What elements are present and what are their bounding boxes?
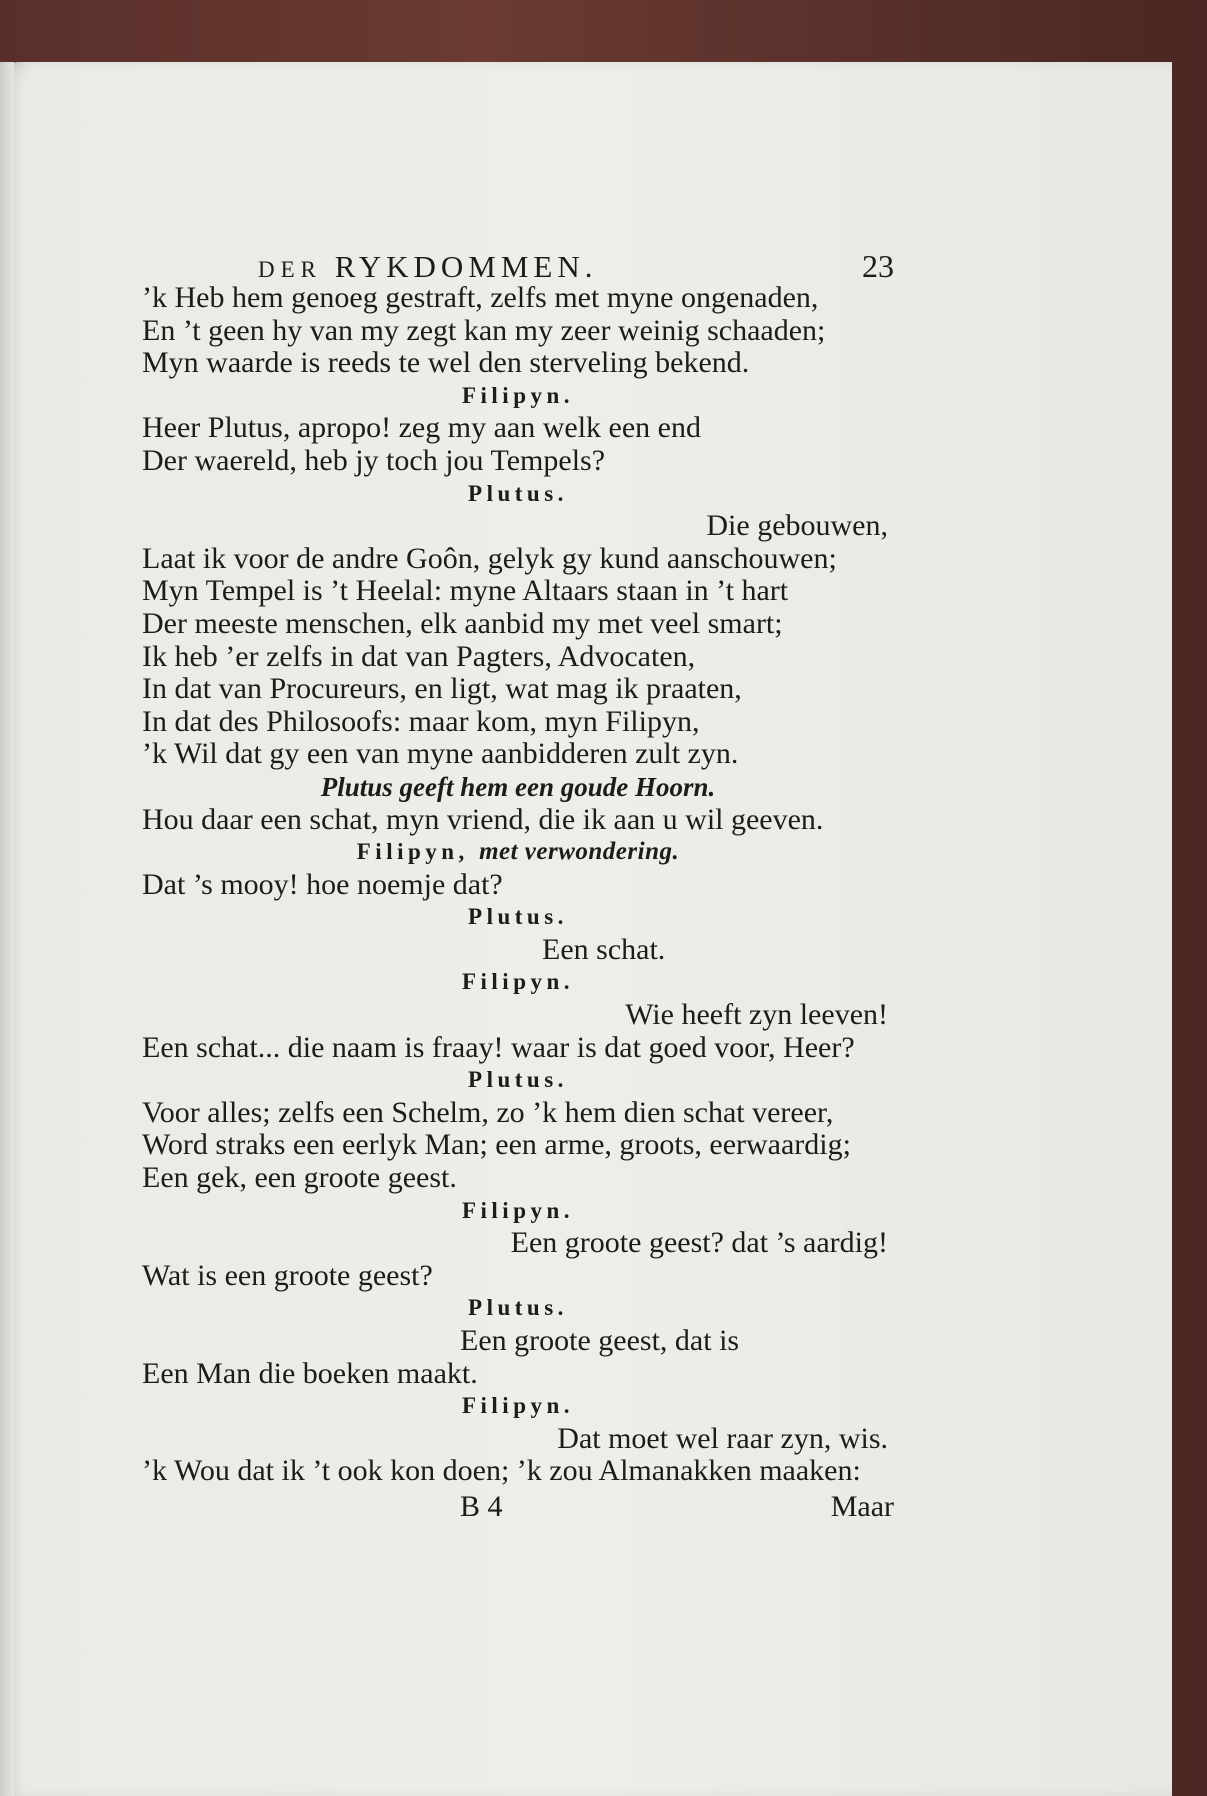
verse-line: En ’t geen hy van my zegt kan my zeer weinig schaaden; xyxy=(142,313,826,347)
verse-line: Wie heeft zyn leeven! xyxy=(625,998,888,1032)
verse-line: In dat des Philosoofs: maar kom, myn Filipyn, xyxy=(142,704,700,738)
verse-line: Een schat. xyxy=(542,932,666,966)
speaker-name: Filipyn. xyxy=(461,969,575,995)
verse-line: Dat ’s mooy! hoe noemje dat? xyxy=(142,867,503,901)
speaker-name: Filipyn. xyxy=(461,382,575,408)
verse-line: Myn waarde is reeds te wel den sterveling bekend. xyxy=(142,346,750,380)
verse-line: Die gebouwen, xyxy=(706,509,888,543)
verse-line: Heer Plutus, apropo! zeg my aan welk een end xyxy=(142,411,701,445)
speaker-name: Plutus. xyxy=(468,1295,568,1321)
signature-mark: B 4 xyxy=(460,1489,503,1523)
verse-line: Een groote geest? dat ’s aardig! xyxy=(510,1226,888,1260)
page-footer xyxy=(142,1490,894,1526)
speaker-name: Filipyn. xyxy=(461,1197,575,1223)
verse-line: ’k Wil dat gy een van myne aanbidderen zult zyn. xyxy=(142,737,739,771)
verse-line: Wat is een groote geest? xyxy=(142,1258,433,1292)
verse-line: Ik heb ’er zelfs in dat van Pagters, Advocaten, xyxy=(142,639,696,673)
verse-line: Een schat... die naam is fraay! waar is dat goed voor, Heer? xyxy=(142,1030,855,1064)
verse-line: ’k Heb hem genoeg gestraft, zelfs met myne ongenaden, xyxy=(142,281,819,314)
verse-line: Een groote geest, dat is xyxy=(460,1324,740,1357)
running-head xyxy=(142,248,894,282)
verse-line: Hou daar een schat, myn vriend, die ik aan u wil geeven. xyxy=(142,802,824,836)
speaker-direction: met verwondering. xyxy=(479,838,680,866)
running-title xyxy=(258,249,597,285)
verse-line: Der meeste menschen, elk aanbid my met veel smart; xyxy=(142,606,783,640)
catchword: Maar xyxy=(830,1489,894,1523)
page-text xyxy=(142,248,894,1526)
verse-line: Laat ik voor de andre Goôn, gelyk gy kund aanschouwen; xyxy=(142,541,837,575)
page-number: 23 xyxy=(862,248,894,284)
verse-line: Der waereld, heb jy toch jou Tempels? xyxy=(142,443,606,477)
running-title-main: RYKDOMMEN. xyxy=(334,249,598,284)
verse-line: Dat moet wel raar zyn, wis. xyxy=(557,1421,888,1455)
speaker-name: Plutus. xyxy=(468,1067,568,1093)
stage-direction: Plutus geeft hem een goude Hoorn. xyxy=(320,771,716,802)
speaker-name: Plutus. xyxy=(468,480,568,506)
speaker-label: Filipyn, xyxy=(356,839,469,865)
verse-line: Een Man die boeken maakt. xyxy=(142,1356,478,1390)
verse-line: Voor alles; zelfs een Schelm, zo ’k hem dien schat vereer, xyxy=(142,1095,834,1129)
verse-line: Word straks een eerlyk Man; een arme, groots, eerwaardig; xyxy=(142,1128,851,1162)
verse-line: In dat van Procureurs, en ligt, wat mag ik praaten, xyxy=(142,672,742,706)
verse-line: ’k Wou dat ik ’t ook kon doen; ’k zou Almanakken maaken: xyxy=(142,1454,861,1488)
speaker-name: Filipyn. xyxy=(461,1393,575,1419)
verse-line: Een gek, een groote geest. xyxy=(142,1161,457,1195)
speaker-name: Plutus. xyxy=(468,904,568,930)
verse-line: Myn Tempel is ’t Heelal: myne Altaars staan in ’t hart xyxy=(142,574,789,608)
speaker-name xyxy=(142,836,894,869)
running-title-prefix: DER xyxy=(258,257,322,282)
page-gutter xyxy=(0,62,14,1796)
